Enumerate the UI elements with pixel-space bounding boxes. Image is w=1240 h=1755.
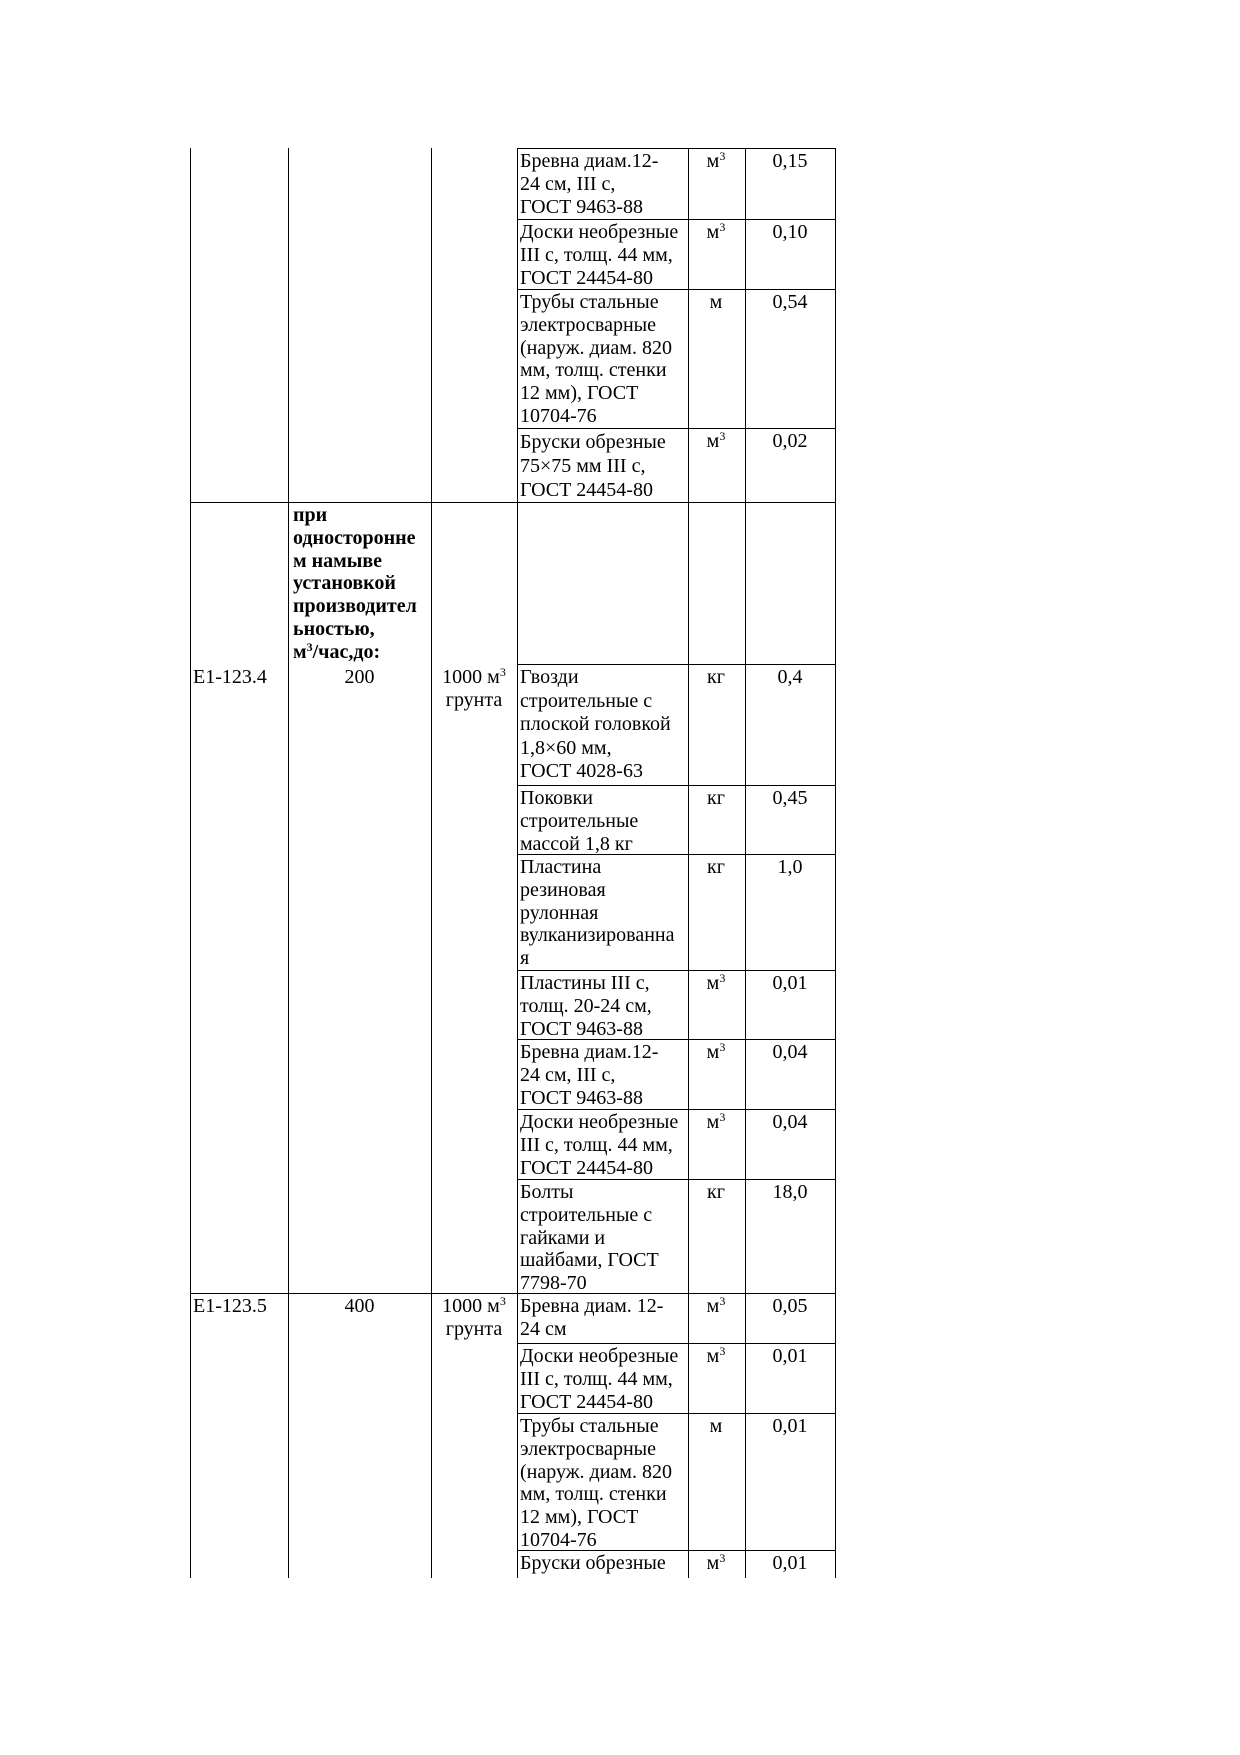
unit-sup: 3 [719, 1294, 726, 1308]
entry-rule [190, 1293, 835, 1294]
unit-base: кг [707, 1181, 725, 1203]
unit-base: м [706, 221, 720, 243]
material-name: Гвозди строительные с плоской головкой 1,8×60 мм, ГОСТ 4028-63 [520, 666, 671, 782]
quantity: 0,54 [772, 291, 808, 313]
measure-tail: грунта [445, 1317, 503, 1340]
section-heading-tail: /час,до: [312, 640, 381, 663]
unit-sup: 3 [719, 149, 726, 163]
quantity: 0,45 [772, 787, 808, 809]
unit-sup: 3 [719, 1110, 726, 1124]
measure-base: 1000 м [442, 1295, 500, 1317]
material-name: Бруски обрезные 75×75 мм III с, ГОСТ 24454-80 [520, 431, 666, 501]
measure-base: 1000 м [442, 666, 500, 688]
unit-base: м [709, 291, 723, 313]
unit-sup: 3 [719, 1040, 726, 1054]
material-name: Бревна диам.12- 24 см, III с, ГОСТ 9463-88 [520, 1041, 659, 1109]
material-name: Поковки строительные массой 1,8 кг [520, 787, 639, 855]
row-rule [517, 219, 835, 220]
row-rule [517, 970, 835, 971]
norm-code: Е1-123.5 [193, 1295, 267, 1317]
material-name: Трубы стальные электросварные (наруж. диам. 820 мм, толщ. стенки 12 мм), ГОСТ 10704-76 [520, 291, 672, 427]
section-rule [190, 502, 835, 503]
col-rule-right [835, 148, 836, 1578]
norm-code: Е1-123.4 [193, 666, 267, 688]
unit-cell [690, 666, 742, 689]
row-rule [517, 785, 835, 786]
quantity: 0,04 [772, 1111, 808, 1133]
material-name: Бревна диам. 12- 24 см [520, 1295, 664, 1340]
quantity: 0,04 [772, 1041, 808, 1063]
quantity: 0,15 [772, 150, 808, 172]
unit-cell [690, 1415, 742, 1438]
norm-parameter: 200 [344, 666, 375, 688]
unit-cell [690, 1345, 742, 1368]
material-name: Трубы стальные электросварные (наруж. диам. 820 мм, толщ. стенки 12 мм), ГОСТ 10704-76 [520, 1415, 672, 1551]
unit-cell [690, 1041, 742, 1064]
material-name: Пластины III с, толщ. 20-24 см, ГОСТ 9463-88 [520, 972, 652, 1040]
col-rule-code [288, 148, 289, 1578]
quantity: 0,01 [772, 1415, 808, 1437]
unit-sup: 3 [719, 429, 726, 443]
unit-base: м [709, 1415, 723, 1437]
norm-parameter: 400 [344, 1295, 375, 1317]
material-name: Бревна диам.12- 24 см, III с, ГОСТ 9463-88 [520, 150, 659, 218]
row-rule [517, 664, 835, 665]
material-name: Доски необрезные III с, толщ. 44 мм, ГОСТ 24454-80 [520, 221, 679, 289]
quantity: 0,02 [772, 430, 808, 452]
unit-base: м [706, 1552, 720, 1574]
material-name: Бруски обрезные [520, 1552, 666, 1574]
material-name: Доски необрезные III с, толщ. 44 мм, ГОСТ 24454-80 [520, 1111, 679, 1179]
unit-base: м [706, 972, 720, 994]
section-heading-text: при односторонне м намыве установкой производител ьностью, м [293, 504, 417, 663]
unit-base: м [706, 1295, 720, 1317]
quantity: 0,01 [772, 972, 808, 994]
unit-base: м [706, 150, 720, 172]
unit-sup: 3 [719, 971, 726, 985]
row-rule [517, 148, 835, 149]
unit-base: кг [707, 787, 725, 809]
quantity: 0,05 [772, 1295, 808, 1317]
measure-sup: 3 [499, 1294, 506, 1308]
row-rule [517, 428, 835, 429]
unit-cell [690, 150, 742, 173]
unit-base: м [706, 1111, 720, 1133]
unit-cell [690, 1111, 742, 1134]
measure-tail: грунта [445, 688, 503, 711]
unit-base: м [706, 430, 720, 452]
section-heading [293, 504, 431, 664]
unit-base: м [706, 1041, 720, 1063]
unit-cell [690, 1181, 742, 1204]
col-rule-left [190, 148, 191, 1578]
col-rule-meas [517, 148, 518, 1578]
unit-cell [690, 1295, 742, 1318]
unit-cell [690, 221, 742, 244]
quantity: 0,10 [772, 221, 808, 243]
unit-base: кг [707, 666, 725, 688]
material-name: Болты строительные с гайками и шайбами, ГОСТ 7798-70 [520, 1181, 659, 1295]
quantity: 1,0 [777, 856, 803, 878]
material-name: Доски необрезные III с, толщ. 44 мм, ГОСТ 24454-80 [520, 1345, 679, 1413]
unit-cell [690, 856, 742, 879]
unit-cell [690, 430, 742, 453]
quantity: 0,01 [772, 1552, 808, 1574]
measure-unit [431, 666, 517, 712]
row-rule [517, 1343, 835, 1344]
measure-sup: 3 [499, 665, 506, 679]
unit-cell [690, 291, 742, 314]
unit-base: м [706, 1345, 720, 1367]
unit-sup: 3 [719, 220, 726, 234]
unit-base: кг [707, 856, 725, 878]
quantity: 18,0 [772, 1181, 808, 1203]
measure-unit [431, 1295, 517, 1341]
unit-cell [690, 972, 742, 995]
unit-sup: 3 [719, 1344, 726, 1358]
quantity: 0,4 [777, 666, 803, 688]
col-rule-param [431, 148, 432, 1578]
unit-cell [690, 787, 742, 810]
unit-cell [690, 1552, 742, 1575]
unit-sup: 3 [719, 1551, 726, 1565]
material-name: Пластина резиновая рулонная вулканизированна я [520, 856, 675, 970]
section-heading-sup: 3 [306, 639, 313, 654]
quantity: 0,01 [772, 1345, 808, 1367]
